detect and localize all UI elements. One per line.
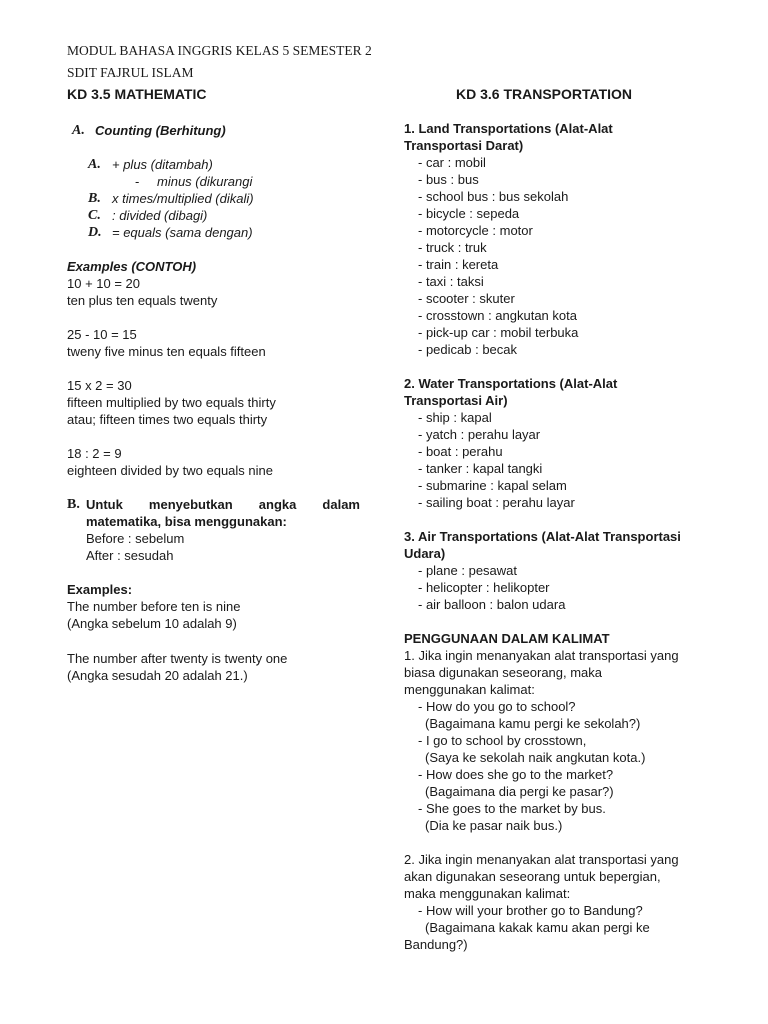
section-b-word: Untuk xyxy=(86,497,123,512)
land-heading-1: 1. Land Transportations (Alat-Alat xyxy=(404,121,613,136)
example-3-equation: 15 x 2 = 30 xyxy=(67,378,132,393)
usage-1-text: menggunakan kalimat: xyxy=(404,682,535,697)
list-item: (Bagaimana dia pergi ke pasar?) xyxy=(425,784,614,799)
example-5: The number before ten is nine xyxy=(67,599,241,614)
math-title: KD 3.5 MATHEMATIC xyxy=(67,86,207,102)
water-heading-1: 2. Water Transportations (Alat-Alat xyxy=(404,376,618,391)
list-item: - helicopter : helikopter xyxy=(418,580,550,595)
list-item: - submarine : kapal selam xyxy=(418,478,567,493)
list-item: - tanker : kapal tangki xyxy=(418,461,543,476)
section-a-title: Counting (Berhitung) xyxy=(95,123,226,138)
usage-2-text: maka menggunakan kalimat: xyxy=(404,886,571,901)
example-4-words: eighteen divided by two equals nine xyxy=(67,463,273,478)
list-item: - crosstown : angkutan kota xyxy=(418,308,577,323)
list-item: - car : mobil xyxy=(418,155,486,170)
op-marker-equals: D. xyxy=(88,225,102,240)
list-item: - bus : bus xyxy=(418,172,479,187)
list-item: - She goes to the market by bus. xyxy=(418,801,606,816)
list-item: - truck : truk xyxy=(418,240,487,255)
example-6: The number after twenty is twenty one xyxy=(67,651,288,666)
section-b-marker: B. xyxy=(67,497,80,512)
op-plus: + plus (ditambah) xyxy=(112,157,213,172)
usage-1-text: biasa digunakan seseorang, maka xyxy=(404,665,603,680)
example-1-equation: 10 + 10 = 20 xyxy=(67,276,141,291)
examples-2-title: Examples: xyxy=(67,582,133,597)
list-item: - pick-up car : mobil terbuka xyxy=(418,325,579,340)
list-item: Bandung?) xyxy=(404,937,468,952)
list-item: (Saya ke sekolah naik angkutan kota.) xyxy=(425,750,646,765)
usage-2-text: akan digunakan seseorang untuk bepergian, xyxy=(404,869,661,884)
list-item: - school bus : bus sekolah xyxy=(418,189,569,204)
example-3-words: fifteen multiplied by two equals thirty xyxy=(67,395,276,410)
example-6-translation: (Angka sesudah 20 adalah 21.) xyxy=(67,668,248,683)
list-item: - ship : kapal xyxy=(418,410,492,425)
op-minus: minus (dikurangi xyxy=(157,174,253,189)
op-equals: = equals (sama dengan) xyxy=(112,225,253,240)
section-b-line2: matematika, bisa menggunakan: xyxy=(86,514,287,529)
land-heading-2: Transportasi Darat) xyxy=(404,138,524,153)
list-item: - motorcycle : motor xyxy=(418,223,533,238)
list-item: - air balloon : balon udara xyxy=(418,597,566,612)
list-item: - taxi : taksi xyxy=(418,274,484,289)
example-1-words: ten plus ten equals twenty xyxy=(67,293,218,308)
list-item: - sailing boat : perahu layar xyxy=(418,495,575,510)
list-item: - train : kereta xyxy=(418,257,499,272)
usage-2-text: 2. Jika ingin menanyakan alat transportasi yang xyxy=(404,852,679,867)
list-item: - scooter : skuter xyxy=(418,291,515,306)
list-item: - bicycle : sepeda xyxy=(418,206,520,221)
op-marker-divided: C. xyxy=(88,208,101,223)
op-marker-plus: A. xyxy=(88,157,101,172)
example-4-equation: 18 : 2 = 9 xyxy=(67,446,122,461)
list-item: - plane : pesawat xyxy=(418,563,518,578)
section-b-word: angka xyxy=(258,497,297,512)
op-divided: : divided (dibagi) xyxy=(112,208,208,223)
op-marker-times: B. xyxy=(88,191,101,206)
before-term: Before : sebelum xyxy=(86,531,185,546)
list-item: - I go to school by crosstown, xyxy=(418,733,587,748)
water-heading-2: Transportasi Air) xyxy=(404,393,508,408)
op-marker-minus: - xyxy=(135,174,140,189)
list-item: (Bagaimana kakak kamu akan pergi ke xyxy=(425,920,650,935)
list-item: (Bagaimana kamu pergi ke sekolah?) xyxy=(425,716,641,731)
list-item: - How do you go to school? xyxy=(418,699,576,714)
list-item: - How will your brother go to Bandung? xyxy=(418,903,643,918)
list-item: - yatch : perahu layar xyxy=(418,427,541,442)
section-b-word: dalam xyxy=(322,497,360,512)
example-3-alt: atau; fifteen times two equals thirty xyxy=(67,412,268,427)
section-a-marker: A. xyxy=(72,123,85,138)
school-name: SDIT FAJRUL ISLAM xyxy=(67,65,194,80)
op-times: x times/multiplied (dikali) xyxy=(112,191,254,206)
example-5-translation: (Angka sebelum 10 adalah 9) xyxy=(67,616,237,631)
list-item: - How does she go to the market? xyxy=(418,767,614,782)
list-item: - pedicab : becak xyxy=(418,342,518,357)
air-heading-2: Udara) xyxy=(404,546,446,561)
module-title: MODUL BAHASA INGGRIS KELAS 5 SEMESTER 2 xyxy=(67,43,372,58)
usage-1-text: 1. Jika ingin menanyakan alat transportasi yang xyxy=(404,648,679,663)
example-2-equation: 25 - 10 = 15 xyxy=(67,327,137,342)
section-b-word: menyebutkan xyxy=(148,497,233,512)
usage-title: PENGGUNAAN DALAM KALIMAT xyxy=(404,631,610,646)
after-term: After : sesudah xyxy=(86,548,174,563)
air-heading-1: 3. Air Transportations (Alat-Alat Transportasi xyxy=(404,529,681,544)
example-2-words: tweny five minus ten equals fifteen xyxy=(67,344,266,359)
list-item: (Dia ke pasar naik bus.) xyxy=(425,818,563,833)
examples-title: Examples (CONTOH) xyxy=(67,259,197,274)
section-b-line1 xyxy=(86,496,360,513)
transport-title: KD 3.6 TRANSPORTATION xyxy=(456,86,633,102)
list-item: - boat : perahu xyxy=(418,444,503,459)
